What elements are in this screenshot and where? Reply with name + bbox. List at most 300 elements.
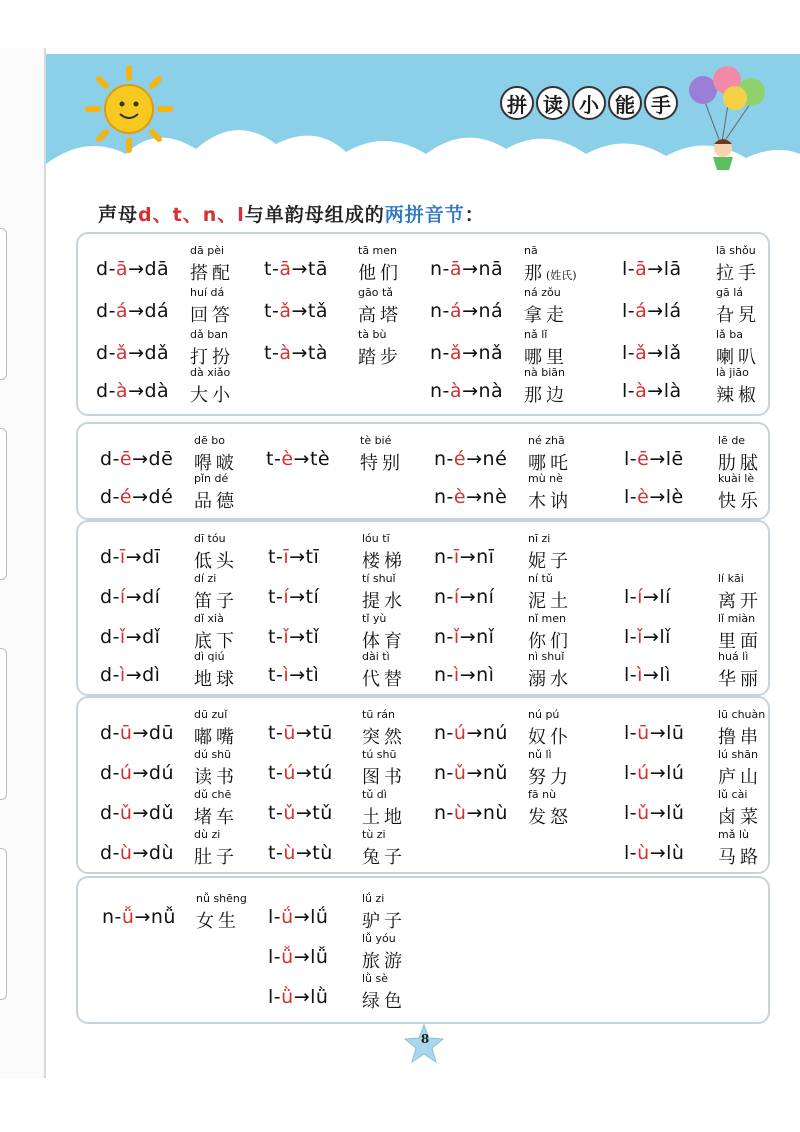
initial: n (434, 448, 447, 470)
word-hanzi (190, 381, 234, 407)
syllable-result: nè (482, 486, 508, 508)
word-hanzi (362, 547, 406, 573)
hanzi-text: 绿色 (362, 991, 406, 1012)
syllable-formula (624, 842, 684, 864)
syllable-result: dì (142, 664, 161, 686)
left-page-tab (0, 848, 7, 1000)
arrow-icon: → (128, 300, 145, 322)
syllable-formula (624, 664, 671, 686)
word-hanzi (718, 803, 762, 829)
dash: - (446, 722, 454, 744)
left-page-tab (0, 428, 7, 580)
hanzi-text: 驴子 (362, 911, 406, 932)
toned-final: ù (637, 842, 650, 864)
arrow-icon: → (649, 486, 666, 508)
initial: n (430, 258, 443, 280)
word-hanzi (362, 843, 406, 869)
toned-final: á (115, 300, 129, 322)
hanzi-text: 打扮 (190, 347, 234, 368)
toned-final: ǘ (281, 906, 294, 928)
syllable-result: dù (148, 842, 174, 864)
word-pinyin: lā shǒu (716, 244, 756, 257)
word-pinyin: tǔ dì (362, 788, 387, 801)
arrow-icon: → (125, 626, 143, 648)
arrow-icon: → (125, 664, 143, 686)
arrow-icon: → (642, 626, 660, 648)
hanzi-text: 努力 (528, 767, 572, 788)
word-pinyin: dì qiú (194, 650, 225, 663)
banner-title (500, 86, 678, 118)
left-page-edge (0, 48, 44, 1078)
toned-final: í (453, 586, 460, 608)
syllable-formula (624, 486, 684, 508)
hanzi-text: 溺水 (528, 669, 572, 690)
word-pinyin: huí dá (190, 286, 225, 299)
toned-final: ē (119, 448, 133, 470)
arrow-icon: → (132, 448, 149, 470)
section-heading (98, 200, 485, 227)
syllable-formula (96, 342, 169, 364)
banner-title-char: 拼 (500, 86, 534, 120)
dash: - (112, 626, 120, 648)
toned-final: ì (637, 664, 643, 686)
toned-final: ǎ (449, 342, 463, 364)
toned-final: ū (637, 722, 650, 744)
word-pinyin: lǚ yóu (362, 932, 396, 945)
syllable-formula (100, 448, 173, 470)
word-hanzi (718, 587, 762, 613)
word-hanzi (718, 843, 762, 869)
word-hanzi (362, 907, 406, 933)
dash: - (629, 762, 638, 784)
dash: - (275, 842, 284, 864)
word-pinyin: dǔ chē (194, 788, 232, 801)
word-pinyin: nǎ lǐ (524, 328, 548, 341)
hanzi-text: 马路 (718, 847, 762, 868)
arrow-icon: → (293, 448, 310, 470)
toned-final: ū (283, 722, 296, 744)
hanzi-text: 代替 (362, 669, 406, 690)
dash: - (112, 802, 120, 824)
toned-final: ī (283, 546, 290, 568)
left-page-tab (0, 648, 7, 800)
dash: - (442, 380, 450, 402)
word-pinyin: dǎ ban (190, 328, 228, 341)
dash: - (112, 722, 120, 744)
heading-text: 与单韵母组成的 (244, 204, 385, 226)
banner-title-char: 手 (644, 86, 678, 120)
toned-final: ǐ (637, 626, 643, 648)
word-pinyin: dī tóu (194, 532, 226, 545)
hanzi-text: 楼梯 (362, 551, 406, 572)
arrow-icon: → (132, 762, 149, 784)
toned-final: í (637, 586, 643, 608)
initial: d (100, 586, 113, 608)
dash: - (446, 546, 454, 568)
syllable-formula (624, 762, 684, 784)
word-pinyin: mù nè (528, 472, 563, 485)
syllable-result: là (663, 380, 682, 402)
hanzi-text: 嘚啵 (194, 453, 238, 474)
heading-colon: ： (464, 204, 485, 226)
dash: - (112, 842, 120, 864)
word-hanzi (194, 803, 238, 829)
syllable-formula (624, 722, 684, 744)
word-pinyin: lē de (718, 434, 746, 447)
initial: d (100, 664, 113, 686)
dash: - (114, 906, 122, 928)
hanzi-text: 那边 (524, 385, 568, 406)
word-hanzi (194, 547, 238, 573)
syllable-result: dū (148, 722, 174, 744)
dash: - (629, 842, 638, 864)
word-hanzi (358, 259, 402, 285)
hanzi-text: 特别 (360, 453, 404, 474)
dash: - (108, 342, 116, 364)
dash: - (108, 380, 116, 402)
dash: - (273, 986, 282, 1008)
syllable-result: dǐ (142, 626, 161, 648)
initial: l (624, 722, 630, 744)
hanzi-text: 底下 (194, 631, 238, 652)
banner-title-char: 能 (608, 86, 642, 120)
syllable-result: nǔ (482, 762, 508, 784)
syllable-result: tú (312, 762, 333, 784)
dash: - (271, 300, 280, 322)
word-pinyin: nú pú (528, 708, 560, 721)
word-pinyin: dí zi (194, 572, 217, 585)
word-hanzi (194, 763, 238, 789)
toned-final: á (635, 300, 648, 322)
hanzi-text: 提水 (362, 591, 406, 612)
syllable-result: nà (478, 380, 504, 402)
syllable-result: lē (665, 448, 684, 470)
initial: n (434, 802, 447, 824)
hanzi-text: 木讷 (528, 491, 572, 512)
arrow-icon: → (293, 906, 311, 928)
syllable-formula (268, 986, 328, 1008)
toned-final: ǐ (453, 626, 460, 648)
arrow-icon: → (647, 258, 664, 280)
initial: n (434, 762, 447, 784)
syllable-formula (100, 546, 160, 568)
syllable-formula (434, 448, 507, 470)
heading-initials: d、t、n、l (138, 204, 245, 226)
dash: - (112, 664, 120, 686)
hanzi-text: 突然 (362, 727, 406, 748)
toned-final: ǐ (119, 626, 126, 648)
syllable-result: tù (312, 842, 333, 864)
word-hanzi (528, 587, 572, 613)
dash: - (446, 586, 454, 608)
dash: - (629, 586, 638, 608)
word-hanzi (360, 449, 404, 475)
left-page-tab (0, 228, 7, 380)
toned-final: ù (453, 802, 467, 824)
word-pinyin: nǚ shēng (196, 892, 247, 905)
arrow-icon: → (649, 802, 667, 824)
hanzi-text: 肋脦 (718, 453, 762, 474)
syllable-result: tè (309, 448, 331, 470)
toned-final: è (637, 486, 650, 508)
arrow-icon: → (132, 722, 149, 744)
syllable-formula (100, 802, 174, 824)
word-hanzi (362, 763, 406, 789)
syllable-formula (434, 722, 508, 744)
toned-final: ǔ (283, 802, 296, 824)
word-pinyin: dā pèi (190, 244, 225, 257)
arrow-icon: → (293, 946, 311, 968)
word-pinyin: né zhā (528, 434, 565, 447)
syllable-result: nǐ (476, 626, 495, 648)
toned-final: à (635, 380, 648, 402)
syllable-result: ní (476, 586, 495, 608)
syllable-result: nā (478, 258, 504, 280)
initial: l (624, 664, 630, 686)
word-hanzi (528, 665, 572, 691)
word-pinyin: lí kāi (718, 572, 744, 585)
arrow-icon: → (649, 448, 666, 470)
dash: - (446, 802, 454, 824)
hanzi-text: 旮旯 (716, 305, 760, 326)
hanzi-text: 嘟嘴 (194, 727, 238, 748)
toned-final: ú (283, 762, 296, 784)
syllable-formula (434, 626, 494, 648)
dash: - (627, 258, 636, 280)
word-pinyin: lū chuàn (718, 708, 766, 721)
word-hanzi (718, 665, 762, 691)
initial: d (100, 762, 113, 784)
word-hanzi (718, 723, 762, 749)
page-number: 8 (420, 1032, 430, 1046)
toned-final: ī (453, 546, 460, 568)
initial: t (266, 448, 274, 470)
word-pinyin: kuài lè (718, 472, 755, 485)
arrow-icon: → (128, 258, 145, 280)
toned-final: ú (637, 762, 650, 784)
toned-final: ǚ (281, 946, 294, 968)
toned-final: ì (283, 664, 290, 686)
dash: - (629, 722, 638, 744)
word-hanzi (718, 763, 762, 789)
arrow-icon: → (642, 664, 660, 686)
word-pinyin: lǐ miàn (718, 612, 756, 625)
toned-final: ē (637, 448, 650, 470)
word-pinyin: lóu tī (362, 532, 390, 545)
dash: - (275, 722, 284, 744)
syllable-formula (434, 546, 494, 568)
syllable-result: lǎ (663, 342, 682, 364)
hanzi-text: 旅游 (362, 951, 406, 972)
arrow-icon: → (295, 802, 313, 824)
word-hanzi (718, 487, 762, 513)
word-pinyin: dài tì (362, 650, 390, 663)
word-pinyin: huá lì (718, 650, 749, 663)
toned-final: é (453, 448, 467, 470)
toned-final: í (119, 586, 126, 608)
toned-final: ǔ (119, 802, 133, 824)
toned-final: è (453, 486, 467, 508)
toned-final: ǚ (121, 906, 135, 928)
syllable-formula (434, 586, 494, 608)
arrow-icon: → (459, 626, 477, 648)
arrow-icon: → (466, 486, 483, 508)
arrow-icon: → (125, 586, 143, 608)
word-pinyin: tù zi (362, 828, 386, 841)
dash: - (273, 448, 282, 470)
word-hanzi (194, 587, 238, 613)
arrow-icon: → (134, 906, 151, 928)
initial: d (100, 448, 113, 470)
syllable-result: lú (666, 762, 685, 784)
initial: n (102, 906, 115, 928)
syllable-result: dà (144, 380, 170, 402)
arrow-icon: → (649, 842, 667, 864)
syllable-result: né (482, 448, 508, 470)
word-hanzi (362, 665, 406, 691)
syllable-formula (268, 546, 319, 568)
word-hanzi (362, 803, 406, 829)
word-hanzi (362, 587, 406, 613)
arrow-icon: → (647, 380, 664, 402)
dash: - (112, 486, 120, 508)
syllable-formula (622, 258, 682, 280)
initial: l (624, 626, 630, 648)
heading-text: 声母 (98, 204, 139, 226)
banner-title-char: 读 (536, 86, 570, 120)
toned-final: ǎ (115, 342, 129, 364)
hanzi-text: 地球 (194, 669, 238, 690)
syllable-formula (100, 842, 174, 864)
toned-final: à (279, 342, 292, 364)
initial: t (264, 300, 272, 322)
word-hanzi (528, 547, 572, 573)
hanzi-text: 庐山 (718, 767, 762, 788)
dash: - (273, 946, 282, 968)
syllable-formula (434, 762, 508, 784)
word-pinyin: nǐ men (528, 612, 566, 625)
hanzi-text: 兔子 (362, 847, 406, 868)
syllable-formula (96, 300, 169, 322)
syllable-result: tā (307, 258, 328, 280)
dash: - (112, 586, 120, 608)
initial: t (268, 802, 276, 824)
initial: t (268, 762, 276, 784)
initial: l (622, 380, 628, 402)
syllable-formula (264, 300, 328, 322)
arrow-icon: → (647, 342, 664, 364)
hanzi-text: 回答 (190, 305, 234, 326)
arrow-icon: → (642, 586, 660, 608)
dash: - (446, 626, 454, 648)
arrow-icon: → (462, 300, 479, 322)
initial: t (264, 342, 272, 364)
toned-final: ǐ (283, 626, 290, 648)
hanzi-text: 踏步 (358, 347, 402, 368)
arrow-icon: → (649, 762, 667, 784)
word-hanzi (524, 381, 568, 407)
word-pinyin: nì shuǐ (528, 650, 565, 663)
hanzi-text: 笛子 (194, 591, 238, 612)
toned-final: ù (119, 842, 133, 864)
syllable-formula (622, 342, 682, 364)
word-pinyin: nā (524, 244, 538, 257)
initial: l (622, 258, 628, 280)
arrow-icon: → (466, 762, 483, 784)
word-pinyin: nǔ lì (528, 748, 552, 761)
initial: d (100, 626, 113, 648)
word-pinyin: tà bù (358, 328, 387, 341)
arrow-icon: → (293, 986, 311, 1008)
syllable-formula (434, 664, 494, 686)
word-pinyin: tū rán (362, 708, 396, 721)
syllable-result: dé (148, 486, 174, 508)
hanzi-text: 高塔 (358, 305, 402, 326)
initial: l (622, 342, 628, 364)
initial: d (96, 258, 109, 280)
arrow-icon: → (462, 380, 479, 402)
word-pinyin: tā men (358, 244, 398, 257)
dash: - (271, 258, 280, 280)
word-pinyin: dà xiǎo (190, 366, 231, 379)
syllable-result: nú (482, 722, 508, 744)
arrow-icon: → (466, 802, 483, 824)
arrow-icon: → (466, 722, 483, 744)
word-pinyin: tè bié (360, 434, 392, 447)
syllable-formula (268, 906, 328, 928)
toned-final: ù (283, 842, 296, 864)
toned-final: ī (119, 546, 126, 568)
word-hanzi (362, 987, 406, 1013)
arrow-icon: → (132, 802, 149, 824)
word-hanzi (362, 723, 406, 749)
word-hanzi (194, 665, 238, 691)
word-hanzi (358, 343, 402, 369)
hanzi-text: 那 (524, 263, 546, 284)
hanzi-text: 奴仆 (528, 727, 572, 748)
syllable-formula (268, 842, 333, 864)
toned-final: ǎ (279, 300, 292, 322)
syllable-formula (430, 380, 503, 402)
word-hanzi (528, 487, 572, 513)
arrow-icon: → (291, 258, 308, 280)
hanzi-text: 你们 (528, 631, 572, 652)
dash: - (629, 486, 638, 508)
syllable-formula (624, 586, 671, 608)
arrow-icon: → (289, 586, 306, 608)
syllable-result: tī (305, 546, 320, 568)
initial: t (268, 586, 276, 608)
toned-final: ā (635, 258, 648, 280)
syllable-result: dī (142, 546, 161, 568)
arrow-icon: → (291, 300, 308, 322)
initial: n (434, 664, 447, 686)
word-pinyin: gāo tǎ (358, 286, 394, 299)
syllable-result: dí (142, 586, 161, 608)
initial: n (430, 342, 443, 364)
banner-title-char: 小 (572, 86, 606, 120)
syllable-formula (266, 448, 330, 470)
dash: - (442, 342, 450, 364)
dash: - (629, 802, 638, 824)
hanzi-text: 拉手 (716, 263, 760, 284)
syllable-formula (100, 586, 160, 608)
syllable-formula (430, 300, 503, 322)
toned-final: ú (453, 722, 467, 744)
word-pinyin: nī zi (528, 532, 551, 545)
word-hanzi (190, 259, 234, 285)
dash: - (108, 300, 116, 322)
